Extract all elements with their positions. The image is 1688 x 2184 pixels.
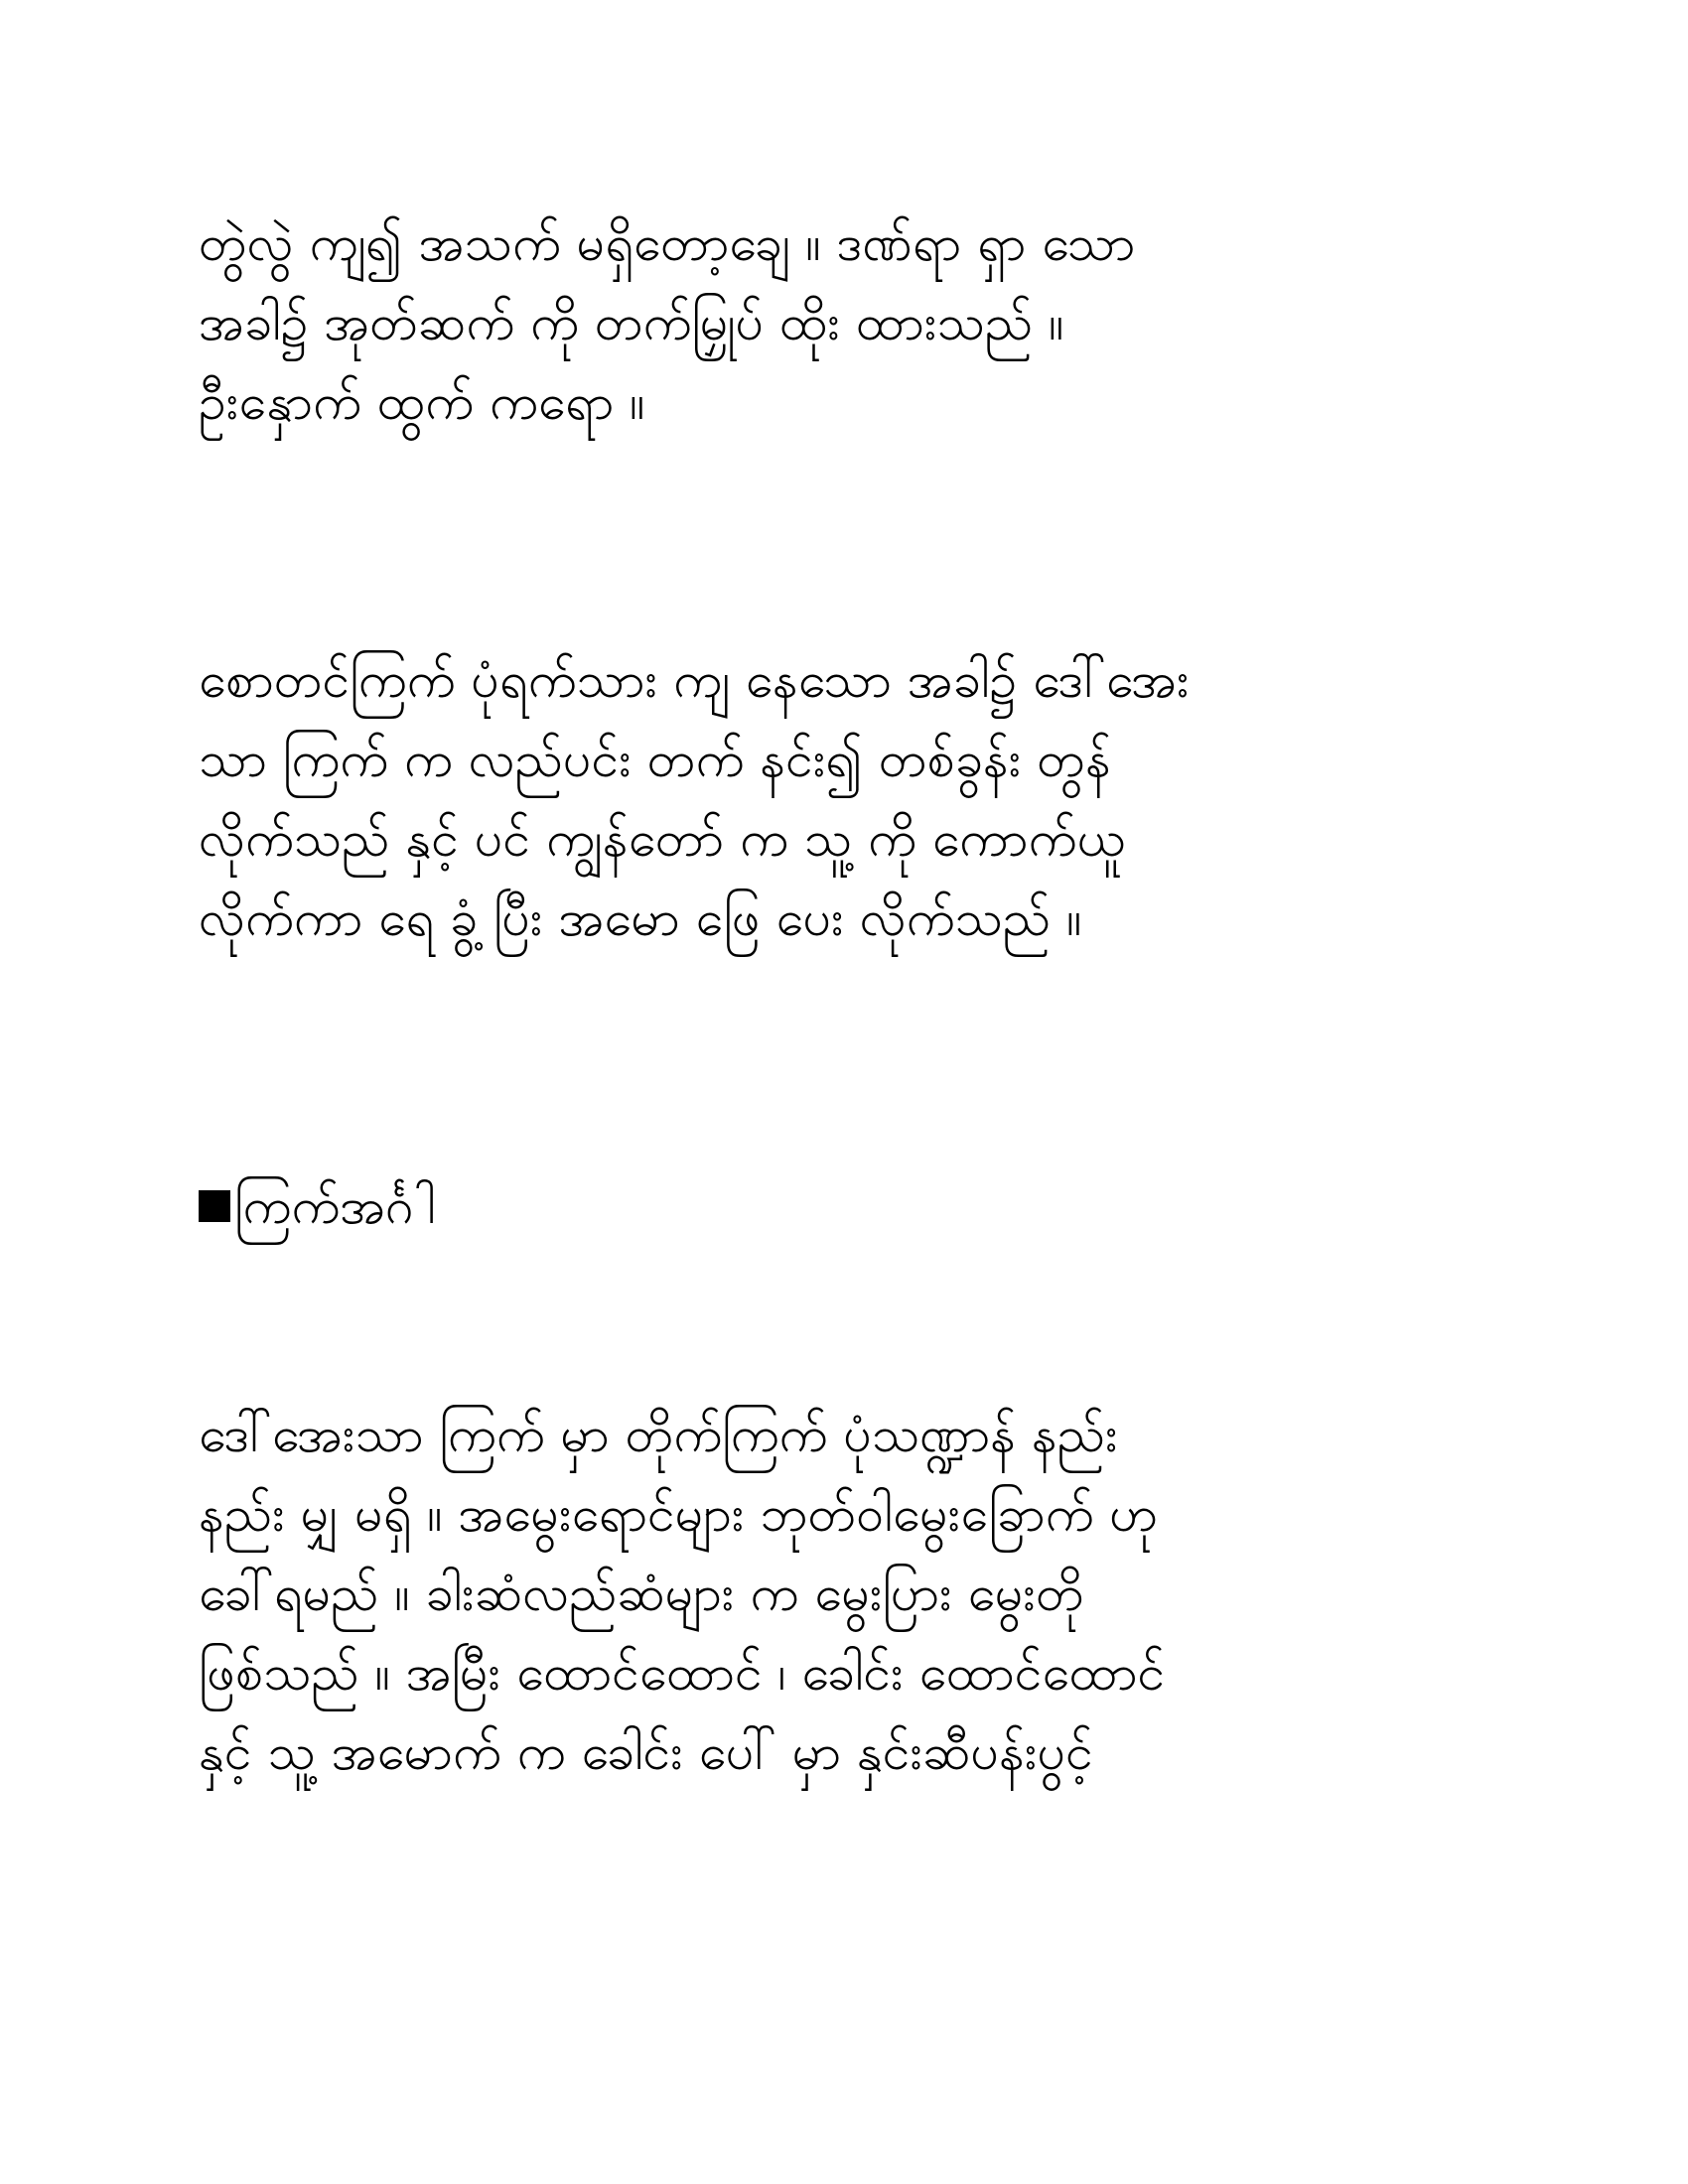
paragraph-line: ခေါ်ရမည် ။ ခါးဆံလည်ဆံများ က မွေးပြား မွေးတို [199, 1565, 1084, 1622]
paragraph-line: သာ ကြက် က လည်ပင်း တက် နင်း၍ တစ်ခွန်း တွန် [199, 731, 1111, 788]
section-heading [199, 1166, 436, 1246]
paragraph-line: နည်း မျှ မရှိ ။ အမွေးရောင်များ ဘုတ်ဝါမွေးခြောက် ဟု [199, 1485, 1159, 1543]
paragraph-line: လိုက်သည် နှင့် ပင် ကျွန်တော် က သူ့ ကို ကောက်ယူ [199, 810, 1125, 868]
square-bullet-icon [199, 1190, 230, 1222]
paragraph-line: လိုက်ကာ ရေ ခွံ့ ပြီး အမော ဖြေ ပေး လိုက်သည် ။ [199, 889, 1082, 947]
paragraph-line: ဒေါ်အေးသာ ကြက် မှာ တိုက်ကြက် ပုံသဏ္ဍာန် နည်း [199, 1406, 1118, 1463]
paragraph-line: ဦးနှောက် ထွက် ကရော ။ [199, 373, 645, 431]
section-heading-title: ကြက်အင်္ဂါ [234, 1177, 436, 1235]
paragraph-line: နှင့် သူ့ အမောက် က ခေါင်း ပေါ် မှာ နှင်းဆီပန်းပွင့် [199, 1723, 1093, 1781]
paragraph-line: ဖြစ်သည် ။ အမြီး ထောင်ထောင် ၊ ခေါင်း ထောင်ထောင် [199, 1644, 1166, 1702]
paragraph-line: တွဲလွဲ ကျ၍ အသက် မရှိတော့ချေ ။ ဒဏ်ရာ ရှာ သော [199, 214, 1136, 272]
paragraph-line: စောတင်ကြက် ပုံရက်သား ကျ နေသော အခါ၌ ဒေါ်အေး [199, 651, 1190, 709]
paragraph-line: အခါ၌ အုတ်ဆက် ကို တက်မြှုပ် ထိုး ထားသည် ။ [199, 294, 1064, 351]
